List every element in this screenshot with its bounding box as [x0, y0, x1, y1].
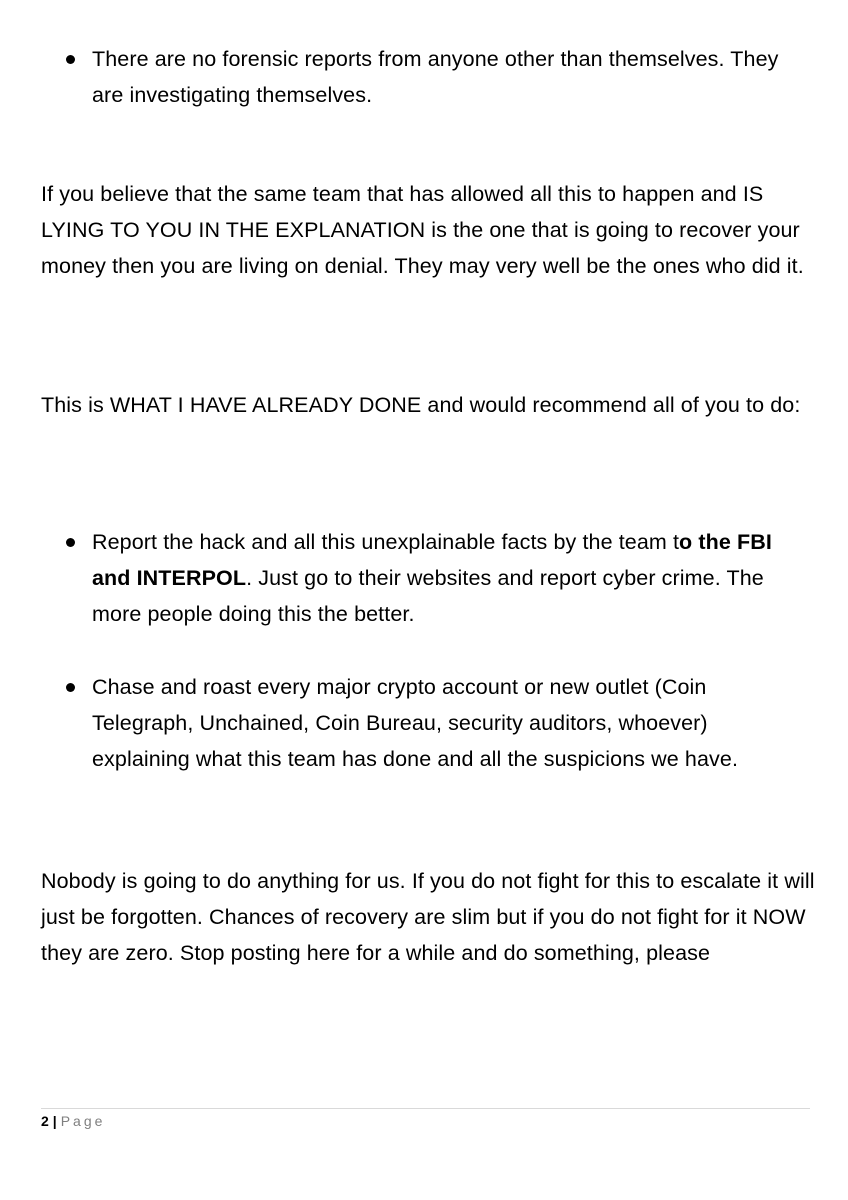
- bullet-icon: [66, 538, 75, 547]
- bullet-text: There are no forensic reports from anyone other than themselves. They are investigating themselves.: [92, 47, 779, 107]
- page-footer: [41, 1112, 105, 1130]
- bullet-text: Chase and roast every major crypto account or new outlet (Coin Telegraph, Unchained, Coin Bureau, security auditors, whoever) explaining what this team has done and all the suspicions we have.: [92, 675, 739, 771]
- paragraph-call-to-action: Nobody is going to do anything for us. If you do not fight for this to escalate it will just be forgotten. Chances of recovery are slim but if you do not fight for it NOW they are zero. Stop posting here for a while and do something, please: [41, 869, 815, 965]
- page-number: 2: [41, 1113, 49, 1129]
- bullet-icon: [66, 55, 75, 64]
- footer-separator: |: [52, 1113, 57, 1129]
- bullet-icon: [66, 683, 75, 692]
- bullet-text-bold-agencies: o the FBI and INTERPOL: [92, 530, 772, 590]
- page-label: Page: [60, 1113, 106, 1129]
- bullet-text: [92, 524, 792, 632]
- paragraph-already-done: This is WHAT I HAVE ALREADY DONE and would recommend all of you to do:: [41, 393, 801, 417]
- paragraph-lying-team: If you believe that the same team that has allowed all this to happen and IS LYING TO YOU IN THE EXPLANATION is the one that is going to recover your money then you are living on denial. They may very well be the ones who did it.: [41, 182, 804, 278]
- bullet-text-end: . Just go to their websites and report cyber crime. The more people doing this the better.: [92, 566, 764, 626]
- bullet-text-start: Report the hack and all this unexplainable facts by the team t: [92, 530, 680, 554]
- footer-divider: [41, 1108, 810, 1109]
